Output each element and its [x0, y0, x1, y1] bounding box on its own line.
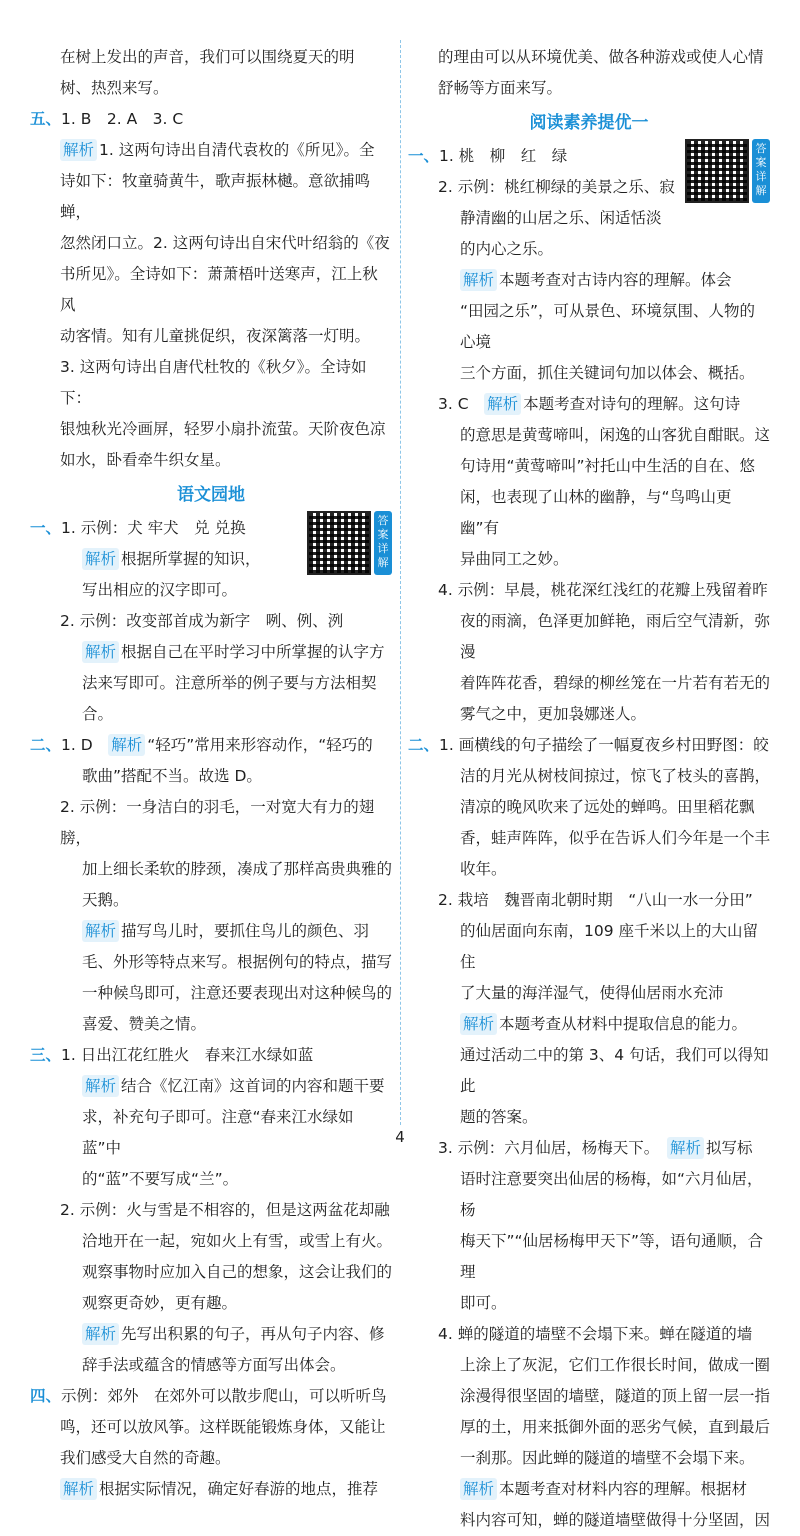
section-2: [30, 730, 392, 761]
analysis-text: 3. 这两句诗出自唐代杜牧的《秋夕》。全诗如下：: [60, 358, 367, 407]
analysis-text: 本题考查对古诗内容的理解。体会: [499, 271, 732, 289]
qr-code-block[interactable]: [307, 511, 392, 575]
analysis-text: 结合《忆江南》这首词的内容和题干要: [121, 1077, 385, 1095]
answer-text: 我们感受大自然的奇趣。: [60, 1449, 231, 1467]
section-number: 四、: [30, 1387, 62, 1405]
analysis-tag: 解析: [82, 920, 119, 942]
right-column: [408, 42, 770, 1536]
qr-code-icon[interactable]: [685, 139, 749, 203]
analysis-text: “轻巧”常用来形容动作，“轻巧的: [147, 736, 373, 754]
analysis-text: 的“蓝”不要写成“兰”。: [82, 1170, 239, 1188]
answer-text: 了大量的海洋湿气，使得仙居雨水充沛: [460, 984, 724, 1002]
column-divider: [400, 40, 401, 1125]
answer-text: 2. 示例：一身洁白的羽毛，一对宽大有力的翅膀，: [60, 798, 375, 847]
answer-text: 4. 蝉的隧道的墙壁不会塌下来。蝉在隧道的墙: [438, 1325, 753, 1343]
answer-text: 清凉的晚风吹来了远处的蝉鸣。田里稻花飘: [460, 798, 755, 816]
analysis-text: 通过活动二中的第 3、4 句话，我们可以得知此: [460, 1046, 769, 1095]
section-4: [30, 1381, 392, 1412]
answer-text: 涂漫得很坚固的墙壁，隧道的顶上留一层一指: [460, 1387, 771, 1405]
analysis-text: 的意思是黄莺啼叫，闲逸的山客犹自酣眠。这: [460, 426, 771, 444]
section-2: [408, 730, 770, 761]
analysis-text: 如水，卧看牵牛织女星。: [60, 451, 231, 469]
section-number: 一、: [408, 147, 440, 165]
analysis-text: 写出相应的汉字即可。: [82, 581, 238, 599]
answer-text: 着阵阵花香，碧绿的柳丝笼在一片若有若无的: [460, 674, 771, 692]
analysis-tag: 解析: [460, 1013, 497, 1035]
intro-line: 树、热烈来写。: [60, 79, 169, 97]
answer-text: 一刹那。因此蝉的隧道的墙壁不会塌下来。: [460, 1449, 755, 1467]
answer-text: 4. 示例：早晨，桃花深红浅红的花瓣上残留着昨: [438, 581, 768, 599]
analysis-tag: 解析: [460, 269, 497, 291]
section-5: [30, 104, 392, 135]
answer-text: 雾气之中，更加袅娜迷人。: [460, 705, 647, 723]
section-number: 一、: [30, 519, 62, 537]
section-number: 二、: [30, 736, 62, 754]
answer-text: 上涂上了灰泥，它们工作很长时间，做成一圈: [460, 1356, 771, 1374]
answer-text: 2. 示例：桃红柳绿的美景之乐、寂: [438, 178, 675, 196]
analysis-text: 本题考查从材料中提取信息的能力。: [499, 1015, 748, 1033]
analysis-text: 先写出积累的句子，再从句子内容、修: [121, 1325, 385, 1343]
analysis-tag: 解析: [667, 1137, 704, 1159]
qr-code-icon[interactable]: [307, 511, 371, 575]
section-3: [30, 1040, 392, 1071]
answer-text: 1. D: [61, 736, 93, 754]
analysis-tag: 解析: [82, 1323, 119, 1345]
answer-text: 观察事物时应加入自己的想象，这会让我们的: [82, 1263, 393, 1281]
analysis-text: 拟写标: [706, 1139, 753, 1157]
analysis-tag: 解析: [82, 548, 119, 570]
left-column: [30, 42, 392, 1505]
analysis-text: 闲，也表现了山林的幽静，与“鸟鸣山更幽”有: [460, 488, 732, 537]
answer-text: 3. C: [438, 395, 469, 413]
analysis-tag: 解析: [82, 1075, 119, 1097]
analysis-text: 求，补充句子即可。注意“春来江水绿如蓝”中: [82, 1108, 354, 1157]
analysis-tag: 解析: [460, 1478, 497, 1500]
analysis-text: 梅天下”“仙居杨梅甲天下”等，语句通顺，合理: [460, 1232, 764, 1281]
answer-text: 3. 示例：六月仙居，杨梅天下。: [438, 1139, 652, 1157]
analysis-tag: 解析: [60, 1478, 97, 1500]
answer-text: 观察更奇妙，更有趣。: [82, 1294, 238, 1312]
analysis-text: 即可。: [460, 1294, 507, 1312]
answer-text: 1. 画横线的句子描绘了一幅夏夜乡村田野图：皎: [439, 736, 769, 754]
section-title: 语文园地: [177, 485, 245, 505]
analysis-text: “田园之乐”，可从景色、环境氛围、人物的心境: [460, 302, 756, 351]
analysis-text: 忽然闭口立。2. 这两句诗出自宋代叶绍翁的《夜: [60, 234, 390, 252]
answer-text: 1. B 2. A 3. C: [61, 110, 184, 128]
page-number: 4: [395, 1128, 405, 1146]
analysis-text: 动客情。知有儿童挑促织，夜深篱落一灯明。: [60, 327, 371, 345]
analysis-tag: 解析: [60, 139, 97, 161]
answer-text: 天鹅。: [82, 891, 129, 909]
intro-line: 的理由可以从环境优美、做各种游戏或使人心情: [438, 48, 764, 66]
answer-text: 的仙居面向东南，109 座千米以上的大山留住: [460, 922, 759, 971]
analysis-text: 法来写即可。注意所举的例子要与方法相契合。: [82, 674, 377, 723]
answer-text: 收年。: [460, 860, 507, 878]
analysis-text: 三个方面，抓住关键词句加以体会、概括。: [460, 364, 755, 382]
qr-label: 答案详解: [752, 139, 770, 203]
analysis-text: 辞手法或蕴含的情感等方面写出体会。: [82, 1356, 346, 1374]
answer-text: 1. 桃 柳 红 绿: [439, 147, 568, 165]
analysis-tag: 解析: [484, 393, 521, 415]
answer-text: 洁的月光从树枝间掠过，惊飞了枝头的喜鹊，: [460, 767, 771, 785]
analysis-text: 书所见》。全诗如下：萧萧梧叶送寒声，江上秋风: [60, 265, 378, 314]
analysis-text: 句诗用“黄莺啼叫”衬托山中生活的自在、悠: [460, 457, 756, 475]
intro-line: 在树上发出的声音，我们可以围绕夏天的明: [60, 48, 355, 66]
analysis-text: 根据所掌握的知识，: [121, 550, 261, 568]
answer-text: 洽地开在一起，宛如火上有雪，或雪上有火。: [82, 1232, 393, 1250]
section-title: 阅读素养提优一: [529, 113, 649, 133]
section-1: [408, 141, 677, 172]
answer-text: 香，蛙声阵阵，似乎在告诉人们今年是一个丰: [460, 829, 771, 847]
analysis-text: 根据实际情况，确定好春游的地点，推荐: [99, 1480, 379, 1498]
answer-text: 示例：郊外 在郊外可以散步爬山，可以听听鸟: [61, 1387, 387, 1405]
analysis-text: 题的答案。: [460, 1108, 538, 1126]
analysis-text: 料内容可知，蝉的隧道墙壁做得十分坚固，因: [460, 1511, 771, 1529]
answer-text: 2. 栽培 魏晋南北朝时期 “八山一水一分田”: [438, 891, 753, 909]
analysis-text: 银烛秋光冷画屏，轻罗小扇扑流萤。天阶夜色凉: [60, 420, 386, 438]
answer-text: 1. 日出江花红胜火 春来江水绿如蓝: [61, 1046, 314, 1064]
answer-text: 加上细长柔软的脖颈，凑成了那样高贵典雅的: [82, 860, 393, 878]
section-1: [30, 513, 299, 544]
answer-text: 2. 示例：改变部首成为新字 咧、例、洌: [60, 612, 344, 630]
analysis-text: 毛、外形等特点来写。根据例句的特点，描写: [82, 953, 393, 971]
analysis-text: 喜爱、赞美之情。: [82, 1015, 207, 1033]
analysis-text: 根据自己在平时学习中所掌握的认字方: [121, 643, 385, 661]
answer-text: 夜的雨滴，色泽更加鲜艳，雨后空气清新，弥漫: [460, 612, 771, 661]
analysis-text: 本题考查对材料内容的理解。根据材: [499, 1480, 748, 1498]
answer-text: 静清幽的山居之乐、闲适恬淡: [460, 209, 662, 227]
analysis-text: 歌曲”搭配不当。故选 D。: [82, 767, 262, 785]
analysis-tag: 解析: [108, 734, 145, 756]
qr-label: 答案详解: [374, 511, 392, 575]
answer-text: 1. 示例：犬 牢犬 兑 兑换: [61, 519, 246, 537]
analysis-text: 一种候鸟即可，注意还要表现出对这种候鸟的: [82, 984, 393, 1002]
analysis-text: 异曲同工之妙。: [460, 550, 569, 568]
analysis-text: 语时注意要突出仙居的杨梅，如“六月仙居，杨: [460, 1170, 763, 1219]
analysis-tag: 解析: [82, 641, 119, 663]
answer-text: 厚的土，用来抵御外面的恶劣气候，直到最后: [460, 1418, 771, 1436]
analysis-text: 1. 这两句诗出自清代袁枚的《所见》。全: [99, 141, 375, 159]
qr-code-block[interactable]: [685, 139, 770, 203]
section-number: 二、: [408, 736, 440, 754]
answer-text: 鸣，还可以放风筝。这样既能锻炼身体，又能让: [60, 1418, 386, 1436]
analysis-text: 描写鸟儿时，要抓住鸟儿的颜色、羽: [121, 922, 370, 940]
analysis-text: 本题考查对诗句的理解。这句诗: [523, 395, 741, 413]
analysis-text: 诗如下：牧童骑黄牛，歌声振林樾。意欲捕鸣蝉，: [60, 172, 371, 221]
answer-text: 的内心之乐。: [460, 240, 554, 258]
intro-line: 舒畅等方面来写。: [438, 79, 563, 97]
section-number: 五、: [30, 110, 62, 128]
answer-text: 2. 示例：火与雪是不相容的，但是这两盆花却融: [60, 1201, 390, 1219]
section-number: 三、: [30, 1046, 62, 1064]
